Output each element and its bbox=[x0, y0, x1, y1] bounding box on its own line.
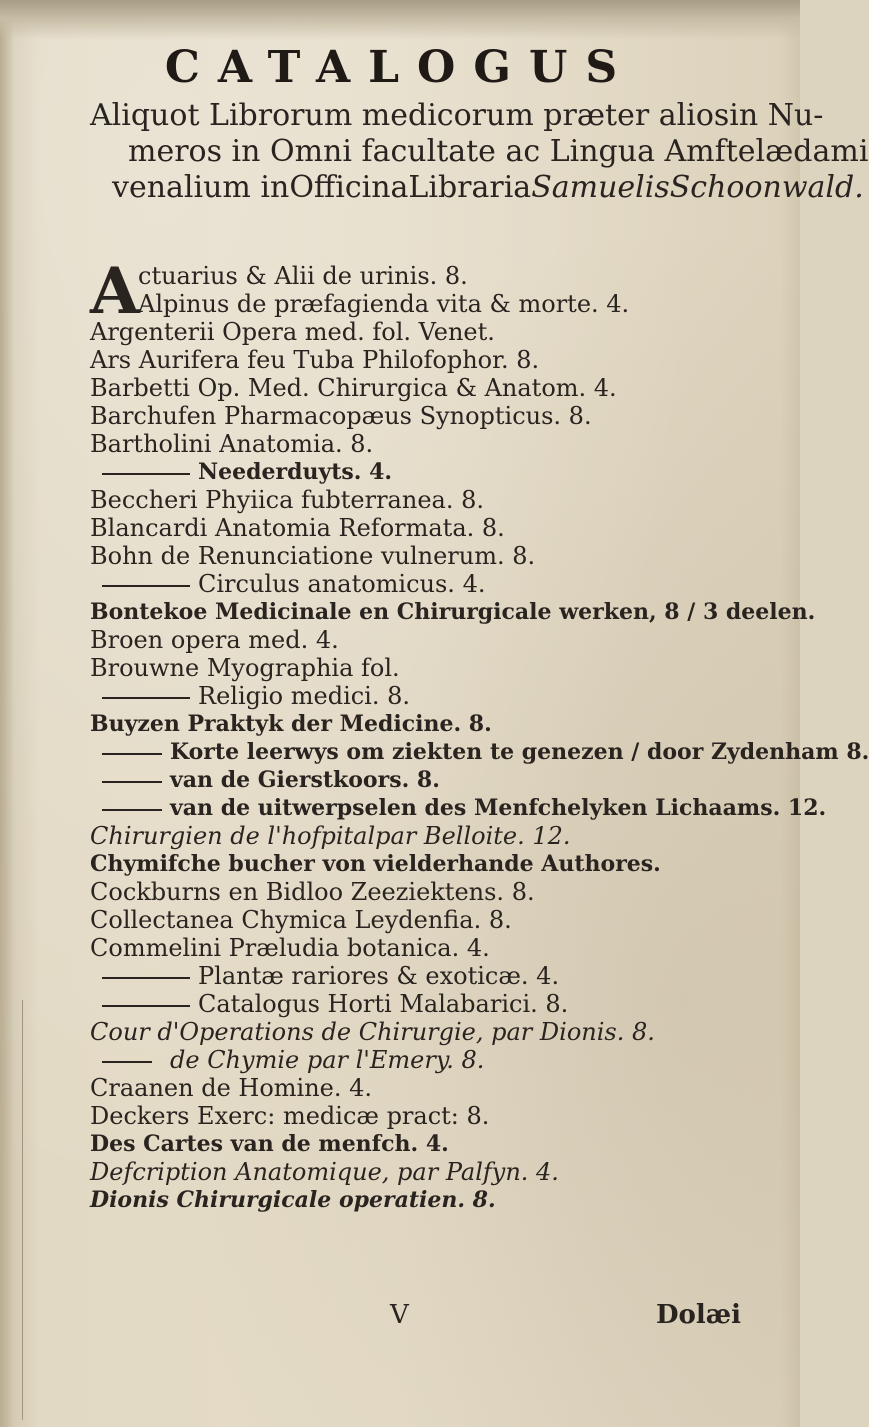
intro-line-3-text: venalium inOfficinaLibraria bbox=[112, 170, 532, 205]
list-item-text: de Chymie par l'Emery. 8. bbox=[170, 1046, 485, 1074]
list-item-text: Plantæ rariores & exoticæ. 4. bbox=[198, 962, 560, 990]
list-item: ctuarius & Alii de urinis. 8. bbox=[138, 262, 468, 290]
ditto-dash bbox=[102, 473, 190, 475]
list-item: Bontekoe Medicinale en Chirurgicale werken, 8 / 3 deelen. bbox=[90, 599, 816, 625]
list-item: Bartholini Anatomia. 8. bbox=[90, 430, 374, 458]
list-item: Brouwne Myographia fol. bbox=[90, 654, 400, 682]
catalogue-list bbox=[90, 254, 869, 1214]
list-item bbox=[90, 570, 780, 598]
intro-paragraph bbox=[90, 98, 869, 206]
page-title: CATALOGUS bbox=[164, 42, 636, 93]
page-edge-shadow bbox=[0, 0, 14, 1427]
list-item: Alpinus de præfagienda vita & morte. 4. bbox=[138, 290, 630, 318]
list-item: Cockburns en Bidloo Zeeziektens. 8. bbox=[90, 878, 535, 906]
list-item: Collectanea Chymica Leydenfia. 8. bbox=[90, 906, 512, 934]
ditto-dash bbox=[102, 1061, 152, 1063]
list-item bbox=[90, 962, 780, 990]
list-item bbox=[90, 794, 827, 822]
list-item-text: Neederduyts. 4. bbox=[198, 459, 393, 485]
intro-line-3 bbox=[90, 170, 864, 206]
list-item-text: Circulus anatomicus. 4. bbox=[198, 570, 486, 598]
intro-line-2: meros in Omni facultate ac Lingua Amftelædami bbox=[128, 134, 869, 169]
page-crease bbox=[22, 1000, 23, 1420]
list-item: Defcription Anatomique, par Palfyn. 4. bbox=[90, 1158, 559, 1186]
drop-cap: A bbox=[90, 254, 140, 329]
list-item: Barbetti Op. Med. Chirurgica & Anatom. 4. bbox=[90, 374, 617, 402]
page-footer bbox=[0, 1300, 800, 1340]
list-item: Commelini Præludia botanica. 4. bbox=[90, 934, 490, 962]
ditto-dash bbox=[102, 697, 190, 699]
ditto-dash bbox=[102, 977, 190, 979]
intro-line-1: Aliquot Librorum medicorum præter aliosin Nu- bbox=[90, 98, 824, 133]
list-item: Argenterii Opera med. fol. Venet. bbox=[90, 318, 495, 346]
ditto-dash bbox=[102, 809, 162, 811]
publisher-name: SamuelisSchoonwald. bbox=[531, 170, 864, 205]
page-top-damage bbox=[0, 0, 800, 40]
catchword: Dolæi bbox=[656, 1300, 741, 1330]
list-item: Chirurgien de l'hofpitalpar Belloite. 12. bbox=[90, 822, 571, 850]
list-item bbox=[90, 1046, 780, 1074]
list-item: Barchufen Pharmacopæus Synopticus. 8. bbox=[90, 402, 592, 430]
list-item bbox=[90, 458, 780, 486]
list-item-text: van de Gierstkoors. 8. bbox=[170, 767, 440, 793]
list-item: Des Cartes van de menfch. 4. bbox=[90, 1131, 449, 1157]
list-item: Cour d'Operations de Chirurgie, par Dionis. 8. bbox=[90, 1018, 655, 1046]
ditto-dash bbox=[102, 585, 190, 587]
list-item: Ars Aurifera feu Tuba Philofophor. 8. bbox=[90, 346, 540, 374]
list-item-text: Korte leerwys om ziekten te genezen / door Zydenham 8. bbox=[170, 739, 869, 765]
list-item: Beccheri Phyiica fubterranea. 8. bbox=[90, 486, 484, 514]
list-item: Broen opera med. 4. bbox=[90, 626, 339, 654]
list-item bbox=[90, 682, 780, 710]
list-item-text: Religio medici. 8. bbox=[198, 682, 411, 710]
list-item: Buyzen Praktyk der Medicine. 8. bbox=[90, 711, 492, 737]
list-item: Craanen de Homine. 4. bbox=[90, 1074, 373, 1102]
list-item bbox=[90, 766, 780, 794]
ditto-dash bbox=[102, 1005, 190, 1007]
list-item: Blancardi Anatomia Reformata. 8. bbox=[90, 514, 505, 542]
list-item: Deckers Exerc: medicæ pract: 8. bbox=[90, 1102, 490, 1130]
list-item: Chymifche bucher von vielderhande Authores. bbox=[90, 851, 661, 877]
ditto-dash bbox=[102, 753, 162, 755]
list-item bbox=[90, 738, 869, 766]
list-item-text: van de uitwerpselen des Menfchelyken Lichaams. 12. bbox=[170, 795, 827, 821]
list-item-text: Catalogus Horti Malabarici. 8. bbox=[198, 990, 569, 1018]
list-item bbox=[90, 990, 780, 1018]
list-item: Bohn de Renunciatione vulnerum. 8. bbox=[90, 542, 536, 570]
ditto-dash bbox=[102, 781, 162, 783]
list-item: Dionis Chirurgicale operatien. 8. bbox=[90, 1187, 496, 1213]
signature-mark: V bbox=[390, 1300, 409, 1330]
